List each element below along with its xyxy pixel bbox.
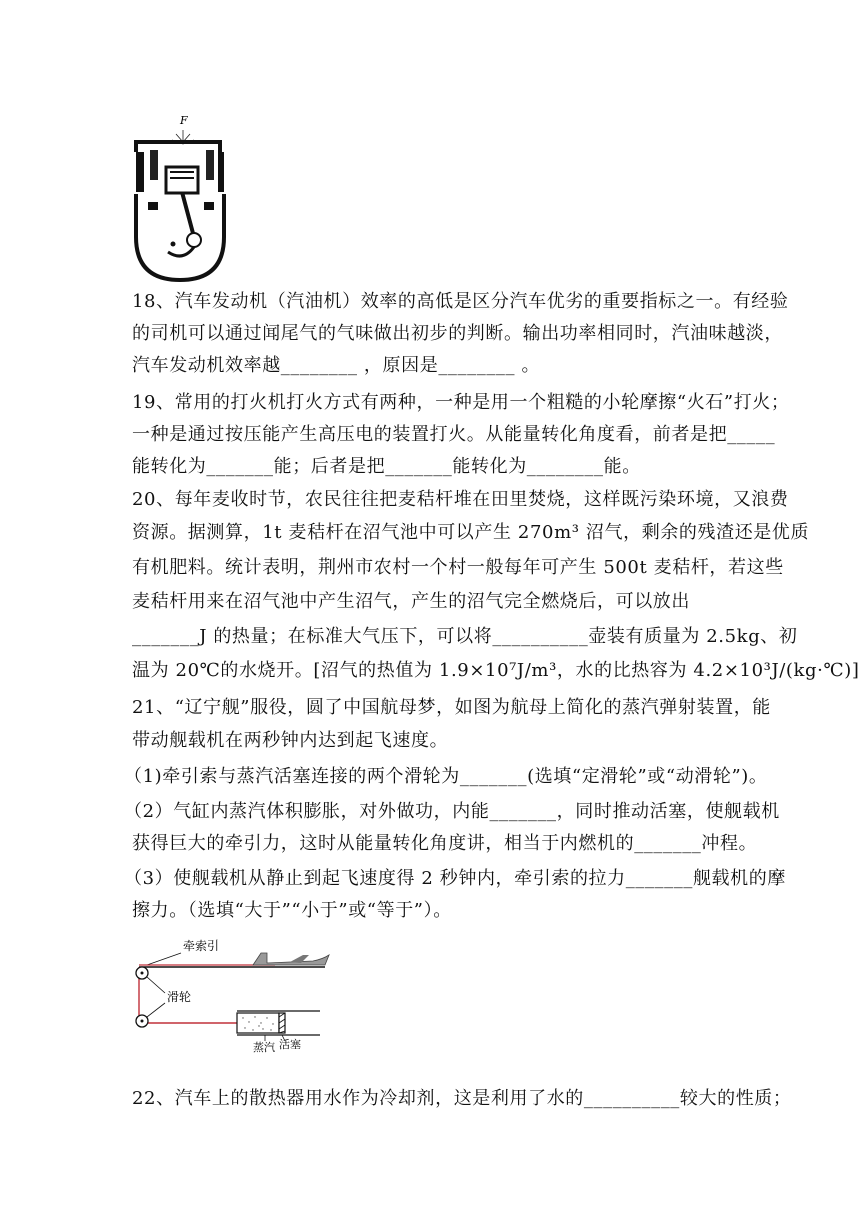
force-label: F <box>180 114 188 127</box>
question-19-line-1: 19、常用的打火机打火方式有两种，一种是用一个粗糙的小轮摩擦“火石”打火； <box>132 392 790 413</box>
question-21-part-1: （1)牵引索与蒸汽活塞连接的两个滑轮为_______(选填“定滑轮”或“动滑轮”)。 <box>124 766 768 787</box>
question-20-line-5: _______J 的热量；在标准大气压下，可以将__________壶装有质量为 2.5kg、初 <box>132 626 798 647</box>
question-20-line-2: 资源。据测算，1t 麦秸杆在沼气池中可以产生 270m³ 沼气，剩余的残渣还是优质 <box>132 522 810 543</box>
question-19-line-3: 能转化为_______能；后者是把_______能转化为________能。 <box>132 456 641 477</box>
airplane-icon <box>253 953 329 965</box>
steam-chamber <box>237 1013 279 1033</box>
question-20-line-1: 20、每年麦收时节，农民往往把麦秸杆堆在田里焚烧，这样既污染环境，又浪费 <box>132 489 789 510</box>
steam-catapult-diagram <box>125 935 340 1055</box>
engine-diagram <box>128 112 228 287</box>
piston-label: 活塞 <box>279 1038 301 1051</box>
question-18-line-3: 汽车发动机效率越________ ，原因是________ 。 <box>132 355 541 376</box>
question-21-part-2-line-1: （2）气缸内蒸汽体积膨胀，对外做功，内能_______，同时推动活塞，使舰载机 <box>124 801 780 822</box>
question-20-line-4: 麦秸杆用来在沼气池中产生沼气，产生的沼气完全燃烧后，可以放出 <box>132 591 690 612</box>
pulley-label: 滑轮 <box>167 990 192 1004</box>
question-21-part-3-line-1: （3）使舰载机从静止到起飞速度得 2 秒钟内，牵引索的拉力_______舰载机的摩 <box>124 868 786 889</box>
question-21-part-2-line-2: 获得巨大的牵引力，这时从能量转化角度讲，相当于内燃机的_______冲程。 <box>132 833 758 854</box>
question-21-part-3-line-2: 擦力。（选填“大于”“小于”或“等于”）。 <box>132 900 452 921</box>
question-18-line-1: 18、汽车发动机（汽油机）效率的高低是区分汽车优劣的重要指标之一。有经验 <box>132 291 789 312</box>
rope-label: 牵索引 <box>183 939 220 953</box>
question-20-line-3: 有机肥料。统计表明，荆州市农村一个村一般每年可产生 500t 麦秸杆，若这些 <box>132 557 784 578</box>
question-21-line-1: 21、“辽宁舰”服役，圆了中国航母梦，如图为航母上简化的蒸汽弹射装置，能 <box>132 697 771 718</box>
steam-label: 蒸汽 <box>253 1041 275 1054</box>
question-19-line-2: 一种是通过按压能产生高压电的装置打火。从能量转化角度看，前者是把_____ <box>132 424 776 445</box>
question-20-line-6: 温为 20℃的水烧开。[沼气的热值为 1.9×10⁷J/m³，水的比热容为 4.2×10³J/(kg·℃)] <box>132 660 860 681</box>
question-21-line-2: 带动舰载机在两秒钟内达到起飞速度。 <box>132 730 449 751</box>
question-18-line-2: 的司机可以通过闻尾气的气味做出初步的判断。输出功率相同时，汽油味越淡， <box>132 323 783 344</box>
question-22-line-1: 22、汽车上的散热器用水作为冷却剂，这是利用了水的__________较大的性质； <box>132 1088 792 1109</box>
